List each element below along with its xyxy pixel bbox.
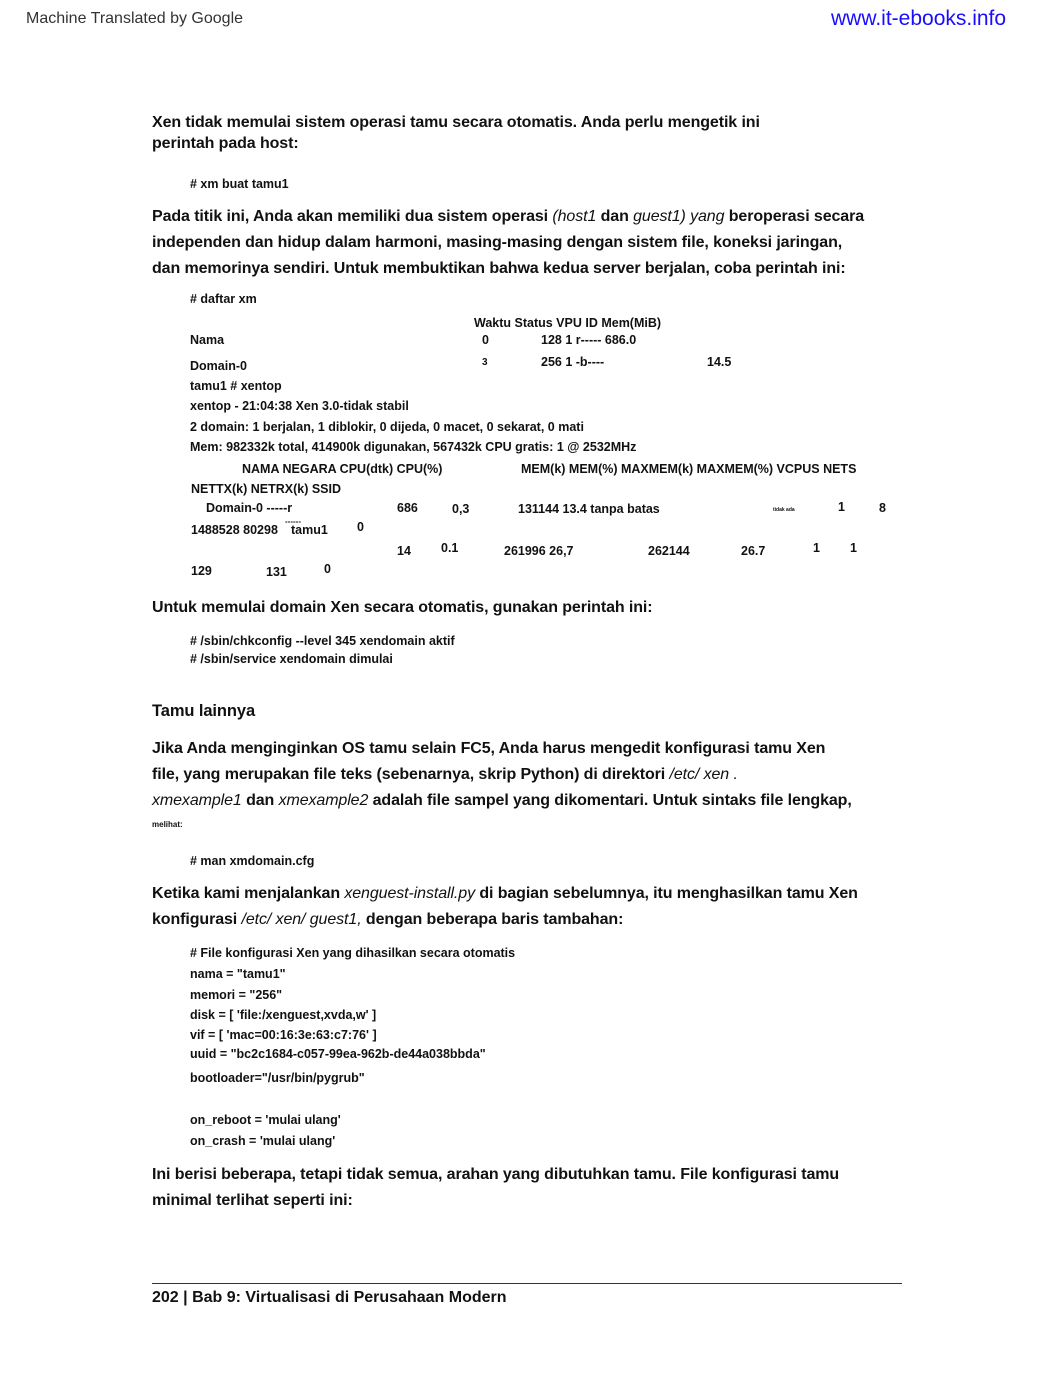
tamu1-nets: 1 (850, 541, 857, 555)
para4-line-2: minimal terlihat seperti ini: (152, 1192, 353, 1209)
tamu1-netrx: 131 (266, 565, 287, 579)
para1-line-3: dan memorinya sendiri. Untuk membuktikan bahwa kedua server berjalan, coba perintah ini: (152, 260, 846, 277)
tamu1-cpu-pct: 0.1 (441, 541, 459, 555)
domain0-dash: ------ (285, 517, 301, 526)
para3-text-a: Ketika kami menjalankan (152, 885, 345, 902)
config-line: memori = "256" (190, 988, 283, 1002)
domain0-name: Domain-0 -----r (206, 501, 293, 515)
page-footer: 202 | Bab 9: Virtualisasi di Perusahaan Modern (152, 1289, 507, 1306)
tamu1-nettx: 129 (191, 564, 212, 578)
domain0-ssid: 0 (357, 520, 364, 534)
para1-line-2: independen dan hidup dalam harmoni, masing-masing dengan sistem file, koneksi jaringan, (152, 234, 843, 251)
para3-script: xenguest-install.py (344, 885, 475, 902)
para3-line-1 (152, 885, 858, 903)
para2-text-b: adalah file sampel yang dikomentari. Untuk sintaks file lengkap, (368, 792, 852, 809)
tamu1-maxmem: 262144 (648, 544, 690, 558)
tamu1-cpu: 14 (397, 544, 411, 558)
para2-xmexample1: xmexample1 (152, 792, 242, 809)
xentop-columns-b: MEM(k) MEM(%) MAXMEM(k) MAXMEM(%) VCPUS NETS (521, 462, 857, 476)
para2-line-4: melihat: (152, 820, 183, 829)
list-row2-values: 256 1 -b---- (541, 355, 605, 369)
xentop-command: tamu1 # xentop (190, 379, 282, 393)
command-xm-list: # daftar xm (190, 292, 257, 306)
para3-line-2 (152, 911, 623, 929)
config-line: bootloader="/usr/bin/pygrub" (190, 1071, 365, 1085)
xentop-header: xentop - 21:04:38 Xen 3.0-tidak stabil (190, 399, 409, 413)
para1-guest1: guest1) yang (633, 208, 725, 225)
domain0-memory: 131144 13.4 tanpa batas (518, 502, 660, 516)
list-row1-id: 0 (482, 333, 489, 347)
intro-line-1: Xen tidak memulai sistem operasi tamu secara otomatis. Anda perlu mengetik ini (152, 114, 760, 131)
site-link[interactable]: www.it-ebooks.info (831, 7, 1007, 30)
para3-text-c: konfigurasi (152, 911, 242, 928)
list-row2-name: Domain-0 (190, 359, 247, 373)
xentop-domains: 2 domain: 1 berjalan, 1 diblokir, 0 dijeda, 0 macet, 0 sekarat, 0 mati (190, 420, 584, 434)
domain0-net-io: 1488528 80298 (191, 523, 278, 537)
domain0-vcpus: 1 (838, 500, 845, 514)
xentop-columns-c: NETTX(k) NETRX(k) SSID (191, 482, 342, 496)
para1-text-b: dan (596, 208, 634, 225)
para1-host1: (host1 (552, 208, 597, 225)
para3-text-b: di bagian sebelumnya, itu menghasilkan tamu Xen (474, 885, 858, 902)
para3-text-d: dengan beberapa baris tambahan: (361, 911, 624, 928)
tamu1-ssid: 0 (324, 562, 331, 576)
para2-line-2 (152, 766, 738, 784)
section-title: Tamu lainnya (152, 702, 256, 720)
para1-line-1 (152, 208, 864, 226)
tamu1-memory: 261996 26,7 (504, 544, 574, 558)
intro-line-2: perintah pada host: (152, 135, 299, 152)
para3-path: /etc/ xen/ guest1, (241, 911, 362, 928)
footer-rule (152, 1283, 902, 1284)
config-line: on_reboot = 'mulai ulang' (190, 1113, 341, 1127)
para2-xmexample2: xmexample2 (278, 792, 369, 809)
config-line: uuid = "bc2c1684-c057-99ea-962b-de44a038bbda" (190, 1047, 486, 1061)
list-row1-values: 128 1 r----- 686.0 (541, 333, 637, 347)
list-row2-id: 3 (482, 357, 488, 368)
command-man: # man xmdomain.cfg (190, 854, 315, 868)
config-line: on_crash = 'mulai ulang' (190, 1134, 336, 1148)
config-line: disk = [ 'file:/xenguest,xvda,w' ] (190, 1008, 377, 1022)
xentop-memory: Mem: 982332k total, 414900k digunakan, 567432k CPU gratis: 1 @ 2532MHz (190, 440, 637, 454)
machine-translated-label: Machine Translated by Google (26, 10, 244, 27)
command-xm-create: # xm buat tamu1 (190, 177, 289, 191)
tamu1-maxmem-pct: 26.7 (741, 544, 766, 558)
config-line: # File konfigurasi Xen yang dihasilkan secara otomatis (190, 946, 516, 960)
para2-line-3 (152, 792, 852, 810)
command-chkconfig: # /sbin/chkconfig --level 345 xendomain aktif (190, 634, 455, 648)
para2-line-1: Jika Anda menginginkan OS tamu selain FC5, Anda harus mengedit konfigurasi tamu Xen (152, 740, 826, 757)
tamu1-vcpus: 1 (813, 541, 820, 555)
domain0-nets: 8 (879, 501, 886, 515)
auto-start-text: Untuk memulai domain Xen secara otomatis, gunakan perintah ini: (152, 599, 653, 616)
para2-text-dan: dan (241, 792, 279, 809)
command-service: # /sbin/service xendomain dimulai (190, 652, 393, 666)
tamu1-name: tamu1 (291, 523, 328, 537)
config-line: nama = "tamu1" (190, 967, 286, 981)
para2-text-a: file, yang merupakan file teks (sebenarnya, skrip Python) di direktori (152, 766, 670, 783)
config-line: vif = [ 'mac=00:16:3e:63:c7:76' ] (190, 1028, 377, 1042)
para4-line-1: Ini berisi beberapa, tetapi tidak semua, arahan yang dibutuhkan tamu. File konfigurasi tamu (152, 1166, 840, 1183)
xentop-columns-a: NAMA NEGARA CPU(dtk) CPU(%) (242, 462, 443, 476)
para2-etc-xen: /etc/ xen . (669, 766, 738, 783)
list-row2-time: 14.5 (707, 355, 732, 369)
domain0-tidak-ada: tidak ada (773, 507, 795, 513)
list-header: Waktu Status VPU ID Mem(MiB) (474, 316, 662, 330)
para1-text-c: beroperasi secara (724, 208, 865, 225)
list-row1-name: Nama (190, 333, 225, 347)
domain0-cpu-pct: 0,3 (452, 502, 470, 516)
domain0-cpu: 686 (397, 501, 418, 515)
para1-text-a: Pada titik ini, Anda akan memiliki dua sistem operasi (152, 208, 553, 225)
